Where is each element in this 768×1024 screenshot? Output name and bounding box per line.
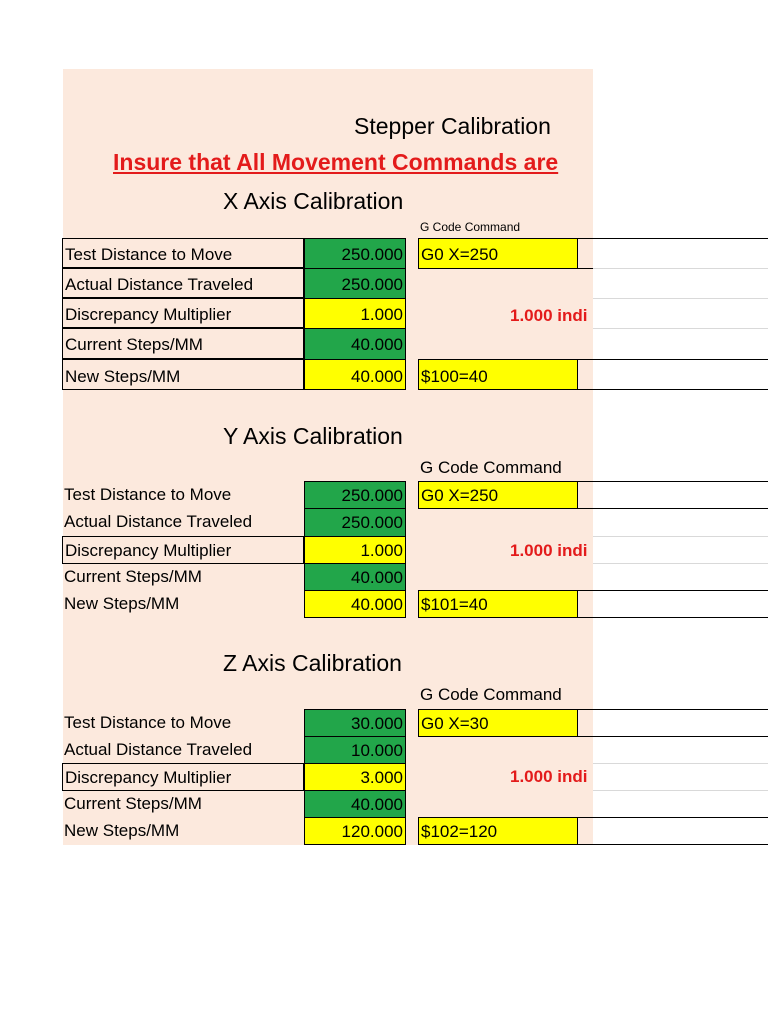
page-title: Stepper Calibration [354, 113, 551, 139]
gridline [593, 328, 768, 329]
z-current-steps-value[interactable]: 40.000 [304, 790, 406, 818]
x-new-steps-value: 40.000 [304, 359, 406, 390]
y-gcode-move: G0 X=250 [418, 481, 578, 509]
gridline [593, 563, 768, 564]
z-gcode-move-extension [577, 709, 768, 737]
y-current-steps-value[interactable]: 40.000 [304, 563, 406, 591]
z-discrepancy-label: Discrepancy Multiplier [62, 763, 304, 791]
z-gcode-set-extension [577, 817, 768, 845]
x-axis-title: X Axis Calibration [223, 188, 404, 214]
x-note: 1.000 indi [510, 306, 588, 325]
z-gcode-move: G0 X=30 [418, 709, 578, 737]
y-note: 1.000 indi [510, 541, 588, 560]
x-current-steps-label: Current Steps/MM [62, 328, 304, 359]
x-actual-distance-value[interactable]: 250.000 [304, 268, 406, 299]
y-gcode-header: G Code Command [420, 458, 562, 477]
z-actual-distance-value[interactable]: 10.000 [304, 736, 406, 764]
y-new-steps-value: 40.000 [304, 590, 406, 618]
gridline [593, 536, 768, 537]
y-gcode-move-extension [577, 481, 768, 509]
x-discrepancy-label: Discrepancy Multiplier [62, 298, 304, 328]
y-discrepancy-value: 1.000 [304, 536, 406, 564]
x-gcode-set-extension [577, 359, 768, 390]
x-gcode-move-extension [577, 238, 768, 269]
z-note: 1.000 indi [510, 767, 588, 786]
x-gcode-move: G0 X=250 [418, 238, 578, 269]
y-test-distance-label: Test Distance to Move [64, 485, 232, 504]
gridline [593, 298, 768, 299]
y-new-steps-label: New Steps/MM [64, 594, 180, 613]
z-new-steps-label: New Steps/MM [64, 821, 180, 840]
x-new-steps-label: New Steps/MM [62, 359, 304, 390]
gridline [593, 268, 768, 269]
y-test-distance-value[interactable]: 250.000 [304, 481, 406, 509]
x-gcode-set: $100=40 [418, 359, 578, 390]
x-current-steps-value[interactable]: 40.000 [304, 328, 406, 360]
x-gcode-header: G Code Command [420, 220, 521, 234]
z-current-steps-label: Current Steps/MM [64, 794, 202, 813]
z-axis-title: Z Axis Calibration [223, 650, 402, 676]
z-new-steps-value: 120.000 [304, 817, 406, 845]
z-test-distance-label: Test Distance to Move [64, 713, 232, 732]
x-actual-distance-label: Actual Distance Traveled [62, 268, 304, 298]
y-gcode-set: $101=40 [418, 590, 578, 618]
z-actual-distance-label: Actual Distance Traveled [64, 740, 253, 759]
x-test-distance-label: Test Distance to Move [62, 238, 304, 268]
x-discrepancy-value: 1.000 [304, 298, 406, 329]
y-actual-distance-value[interactable]: 250.000 [304, 508, 406, 537]
gridline [593, 790, 768, 791]
x-test-distance-value[interactable]: 250.000 [304, 238, 406, 269]
y-current-steps-label: Current Steps/MM [64, 567, 202, 586]
y-actual-distance-label: Actual Distance Traveled [64, 512, 253, 531]
warning-banner: Insure that All Movement Commands are [113, 149, 559, 175]
gridline [593, 763, 768, 764]
z-gcode-header: G Code Command [420, 685, 562, 704]
y-gcode-set-extension [577, 590, 768, 618]
y-axis-title: Y Axis Calibration [223, 423, 403, 449]
z-gcode-set: $102=120 [418, 817, 578, 845]
y-discrepancy-label: Discrepancy Multiplier [62, 536, 304, 564]
z-test-distance-value[interactable]: 30.000 [304, 709, 406, 737]
z-discrepancy-value: 3.000 [304, 763, 406, 791]
